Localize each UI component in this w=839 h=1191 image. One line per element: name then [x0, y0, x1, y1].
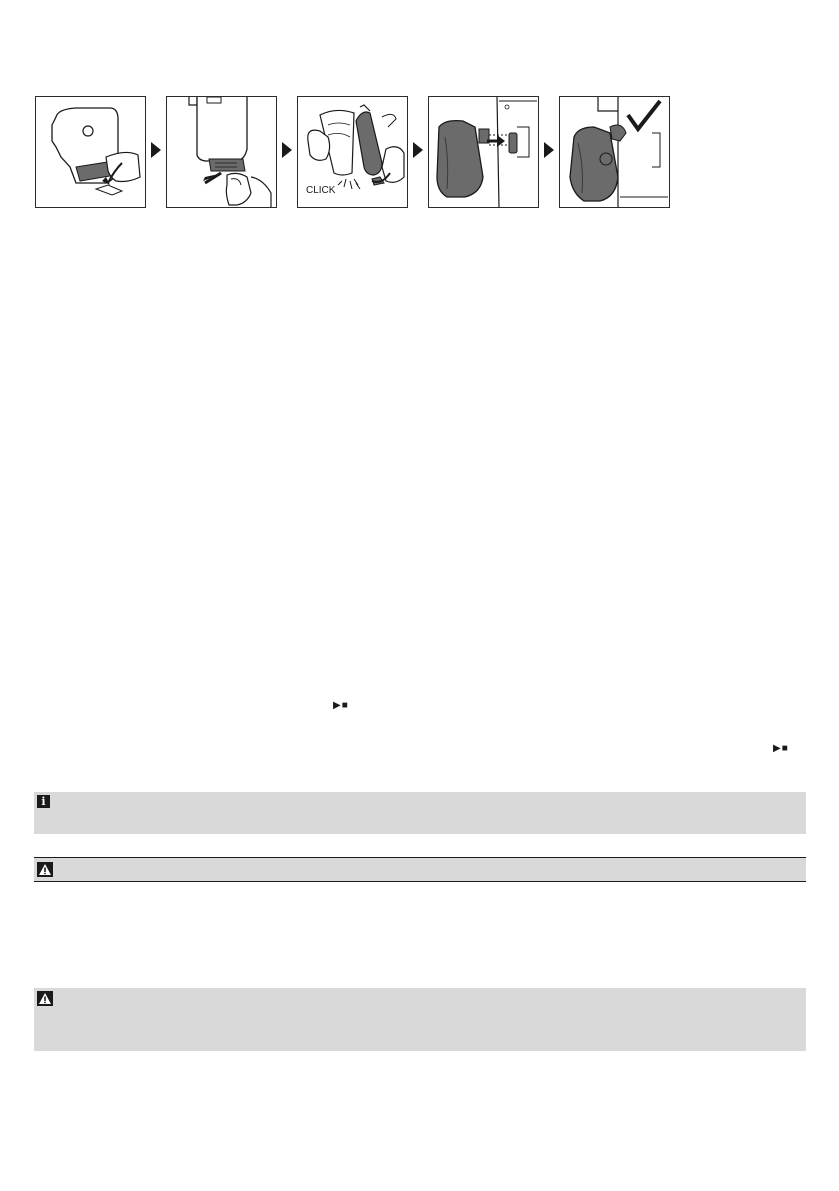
checkmark-illustration-icon	[560, 97, 669, 207]
tab-pull-illustration-icon	[36, 97, 145, 207]
next-step-arrow-icon	[413, 142, 423, 158]
filter-click-illustration-icon	[298, 97, 407, 207]
info-icon: i	[37, 795, 50, 808]
step-panel-5	[559, 96, 670, 208]
warning-icon	[37, 991, 53, 1006]
start-stop-icon: ▶■	[773, 743, 789, 754]
warning-icon	[37, 862, 53, 877]
step-panel-1	[35, 96, 146, 208]
step-panel-2	[166, 96, 277, 208]
start-stop-icon: ▶■	[333, 700, 349, 711]
step-panel-3	[297, 96, 408, 208]
caution-note-box	[34, 988, 806, 1051]
next-step-arrow-icon	[151, 142, 161, 158]
next-step-arrow-icon	[544, 142, 554, 158]
cap-removal-illustration-icon	[167, 97, 276, 207]
click-label: CLICK	[306, 185, 336, 196]
filter-installation-steps	[35, 96, 675, 208]
filter-insert-illustration-icon	[429, 97, 538, 207]
warning-header	[34, 857, 806, 882]
step-panel-4	[428, 96, 539, 208]
next-step-arrow-icon	[282, 142, 292, 158]
info-note-box	[34, 792, 806, 834]
